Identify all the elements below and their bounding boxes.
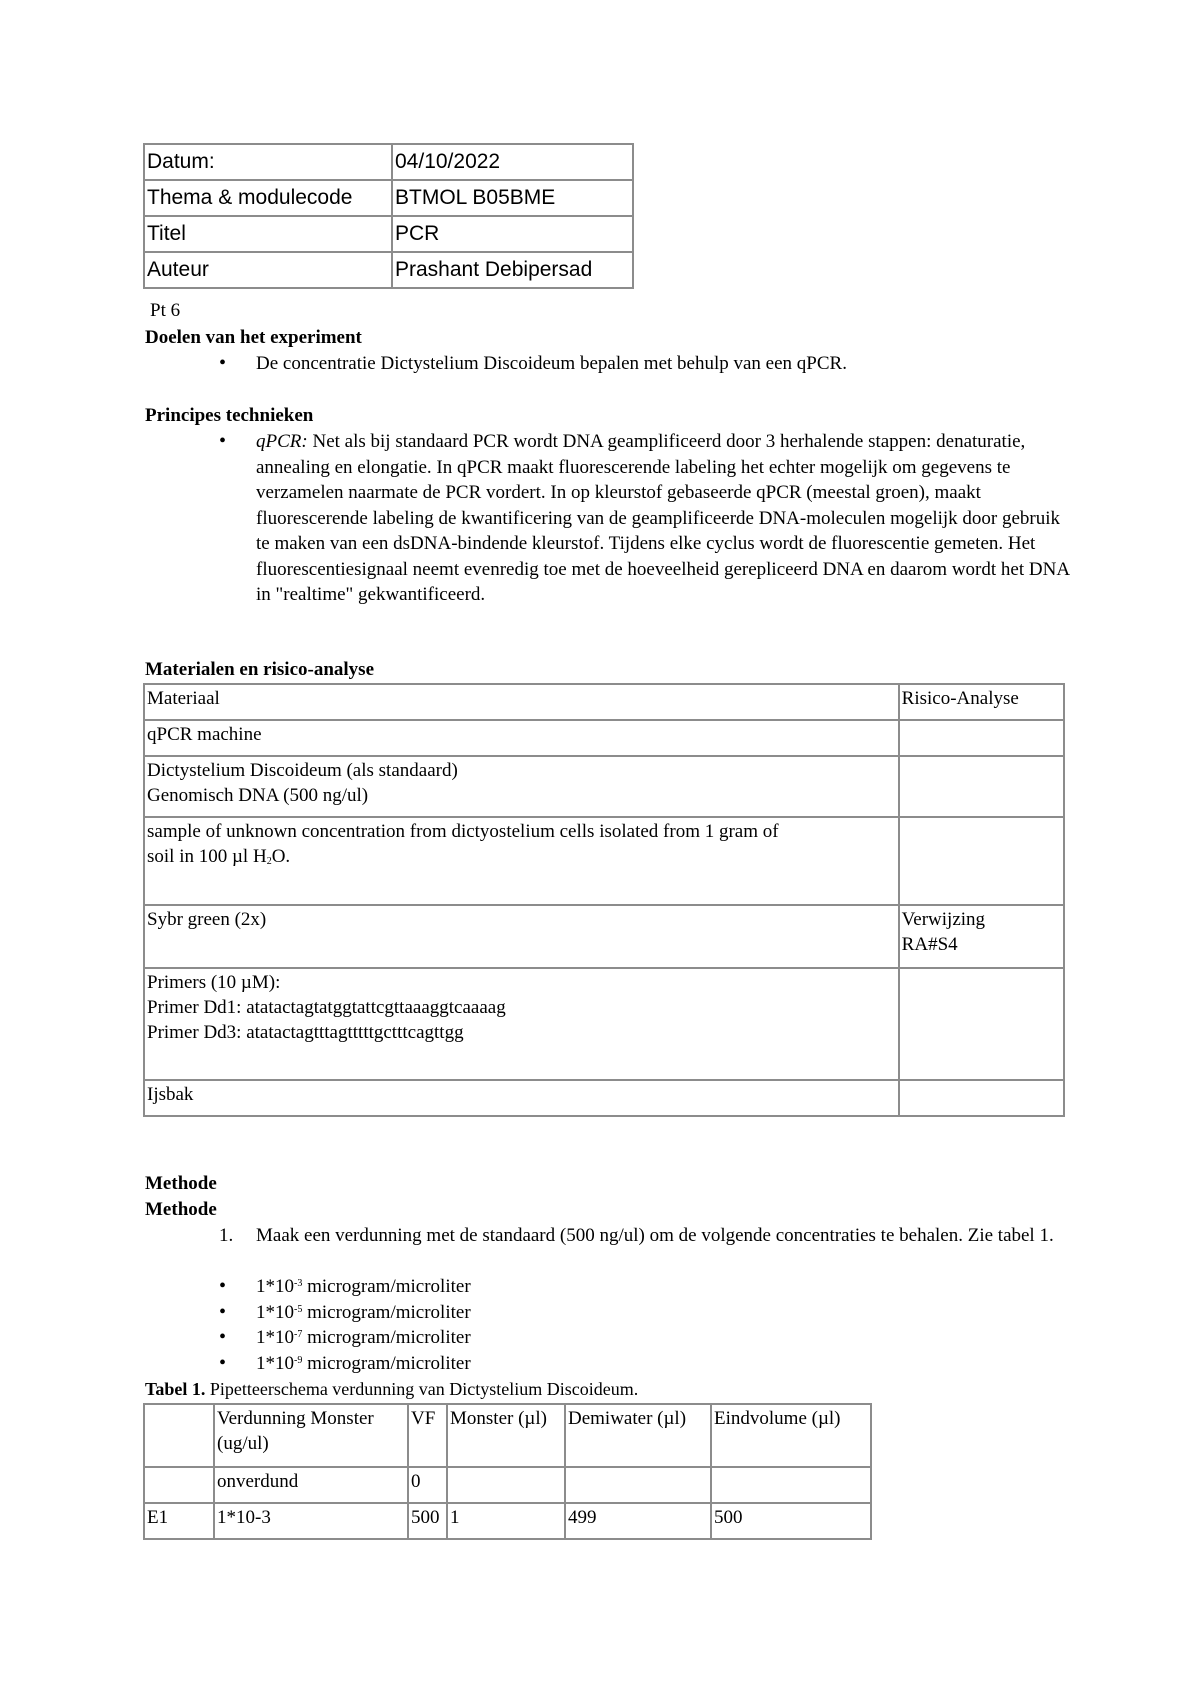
table-row [144, 1467, 871, 1503]
table-row [144, 1080, 1064, 1116]
table-cell [144, 1467, 214, 1503]
table-row [144, 756, 1064, 817]
principes-list [145, 429, 1070, 608]
meta-value: 04/10/2022 [392, 144, 633, 180]
principe-term: qPCR: [256, 431, 308, 452]
meta-row [144, 180, 633, 216]
methode-heading: Methode [145, 1173, 217, 1194]
material-cell [144, 756, 899, 817]
conc-exp: -9 [294, 1354, 303, 1366]
table-header-row [144, 1404, 871, 1467]
material-line: Genomisch DNA (500 ng/ul) [147, 785, 369, 806]
table-header-cell: Risico-Analyse [899, 684, 1064, 720]
step-number: 1. [219, 1225, 234, 1246]
conc-unit: microgram/microliter [302, 1301, 471, 1323]
table-header-cell: Demiwater (µl) [565, 1404, 711, 1467]
table-row [144, 968, 1064, 1080]
meta-row [144, 216, 633, 252]
conc-base: 1*10 [256, 1327, 294, 1348]
methode-subheading: Methode [145, 1199, 217, 1220]
materialen-heading: Materialen en risico-analyse [145, 659, 375, 680]
conc-base: 1*10 [256, 1301, 294, 1323]
material-line [147, 844, 896, 869]
conc-unit: microgram/microliter [302, 1276, 471, 1297]
material-line: Primer Dd1: atatactagtatggtattcgttaaaggtcaaaag [147, 997, 506, 1018]
meta-row [144, 144, 633, 180]
table-cell: 500 [711, 1503, 871, 1539]
table-header-cell [144, 1404, 214, 1467]
meta-value: Prashant Debipersad [392, 252, 633, 288]
risk-cell [899, 968, 1064, 1080]
risk-cell [899, 756, 1064, 817]
caption-text: Pipetteerschema verdunning van Dictystelium Discoideum. [205, 1379, 639, 1399]
dilution-table [143, 1403, 872, 1540]
table-header-cell: VF [408, 1404, 447, 1467]
list-item [145, 429, 1070, 608]
material-line: sample of unknown concentration from dictyostelium cells isolated from 1 gram of [147, 821, 779, 842]
meta-row [144, 252, 633, 288]
material-cell [144, 968, 899, 1080]
risk-cell [899, 817, 1064, 905]
risk-cell [899, 720, 1064, 756]
table-cell: E1 [144, 1503, 214, 1539]
table-header-row [144, 684, 1064, 720]
meta-value: BTMOL B05BME [392, 180, 633, 216]
method-step [145, 1223, 1065, 1249]
table-row [144, 905, 1064, 968]
step-text: Maak een verdunning met de standaard (500 ng/ul) om de volgende concentraties te behalen. Zie tabel 1. [256, 1225, 1054, 1246]
table-header-cell: Eindvolume (µl) [711, 1404, 871, 1467]
meta-key: Datum: [144, 144, 392, 180]
table-header-cell: Monster (µl) [447, 1404, 565, 1467]
material-line: Dictystelium Discoideum (als standaard) [147, 760, 458, 781]
materials-table [143, 683, 1065, 1117]
material-cell: Sybr green (2x) [144, 905, 899, 968]
list-item [145, 1274, 1065, 1300]
pt-label: Pt 6 [150, 300, 181, 321]
conc-exp: -5 [294, 1303, 303, 1315]
meta-value: PCR [392, 216, 633, 252]
meta-key: Thema & modulecode [144, 180, 392, 216]
risk-cell [899, 1080, 1064, 1116]
meta-key: Titel [144, 216, 392, 252]
material-line: Primers (10 µM): [147, 972, 281, 993]
table-cell: 1 [447, 1503, 565, 1539]
methode-steps [145, 1223, 1065, 1249]
table-header-cell: Materiaal [144, 684, 899, 720]
list-item [145, 1325, 1065, 1351]
conc-exp: -3 [294, 1278, 303, 1289]
table-caption [145, 1377, 638, 1401]
conc-unit: microgram/microliter [302, 1352, 471, 1374]
subscript: 2 [266, 856, 272, 867]
table-cell: 499 [565, 1503, 711, 1539]
principe-text: Net als bij standaard PCR wordt DNA geamplificeerd door 3 herhalende stappen: denaturatie, annealing en elongatie. In qPCR maakt fluorescerende labeling het echter mogelijk om gegevens te verzamelen naarmate de PCR vordert. In op kleurstof gebaseerde qPCR (meestal groen), maakt fluorescerende labeling de kwantificering van de geamplificeerde DNA-moleculen mogelijk door gebruik te maken van een dsDNA-bindende kleurstof. Tijdens elke cyclus wordt de fluorescentie gemeten. Het fluorescentiesignaal neemt evenredig toe met de hoeveelheid gerepliceerd DNA en daarom wordt het DNA in "realtime" gekwantificeerd. [256, 431, 1069, 605]
meta-table [143, 143, 634, 289]
conc-base: 1*10 [256, 1352, 294, 1374]
material-cell: Ijsbak [144, 1080, 899, 1116]
caption-label: Tabel 1. [145, 1379, 206, 1399]
table-cell [711, 1467, 871, 1503]
conc-exp: -7 [294, 1329, 303, 1340]
table-cell: onverdund [214, 1467, 408, 1503]
material-line: Primer Dd3: atatactagtttagtttttgctttcagttgg [147, 1022, 464, 1043]
conc-unit: microgram/microliter [302, 1327, 471, 1348]
doelen-list [145, 351, 1105, 377]
table-cell: 1*10-3 [214, 1503, 408, 1539]
table-cell: 0 [408, 1467, 447, 1503]
table-row [144, 720, 1064, 756]
concentration-list [145, 1274, 1065, 1376]
material-cell: qPCR machine [144, 720, 899, 756]
conc-base: 1*10 [256, 1276, 294, 1297]
table-cell [447, 1467, 565, 1503]
meta-key: Auteur [144, 252, 392, 288]
list-item: • De concentratie Dictystelium Discoideum bepalen met behulp van een qPCR. [145, 351, 1105, 377]
table-row [144, 1503, 871, 1539]
risk-line: RA#S4 [901, 934, 958, 955]
table-cell: 500 [408, 1503, 447, 1539]
risk-cell [899, 905, 1064, 968]
material-text: soil in 100 µl H [147, 846, 267, 867]
table-row [144, 817, 1064, 905]
material-cell [144, 817, 899, 905]
risk-line: Verwijzing [901, 909, 986, 930]
list-item [145, 1351, 1065, 1377]
list-item [145, 1300, 1065, 1326]
table-header-cell: Verdunning Monster (ug/ul) [214, 1404, 408, 1467]
table-cell [565, 1467, 711, 1503]
doelen-heading: Doelen van het experiment [145, 327, 362, 348]
material-text: O. [271, 846, 291, 867]
principes-heading: Principes technieken [145, 405, 314, 426]
